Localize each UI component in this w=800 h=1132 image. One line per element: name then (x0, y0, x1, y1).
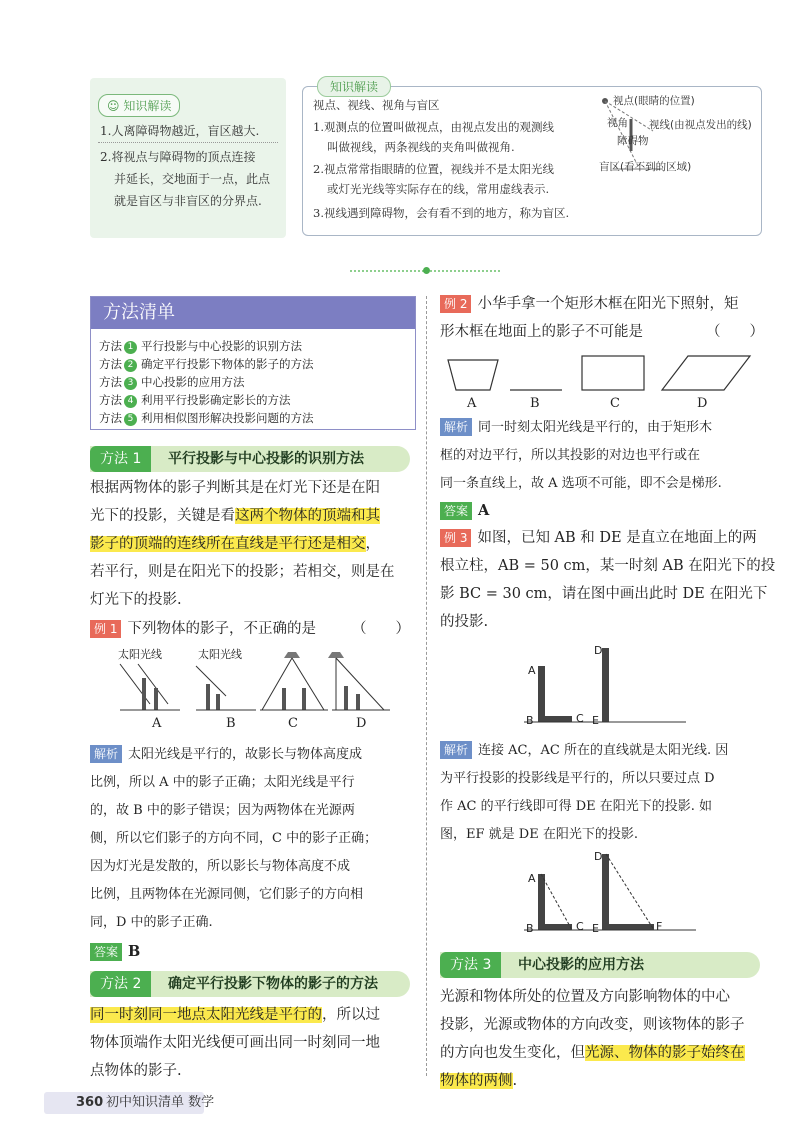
pillar-de (602, 854, 609, 930)
option-label: D (356, 716, 367, 731)
highlight-text: 这两个物体的顶端和其 (235, 508, 380, 524)
example3-line: 根立柱，AB = 50 cm，某一时刻 AB 在阳光下的投 (440, 558, 776, 574)
sun-ray (196, 666, 226, 696)
answer-badge: 答案 (440, 502, 472, 520)
highlight-text: 光源、物体的影子始终在 (585, 1045, 745, 1061)
lamp-icon (284, 652, 300, 658)
knowledge-title: 视点、视线、视角与盲区 (313, 98, 440, 112)
analysis-line: 解析 连接 AC，AC 所在的直线就是太阳光线. 因 (440, 738, 728, 764)
analysis-line: 比例，且两物体在光源同侧，它们影子的方向相 (90, 887, 364, 902)
pillar-ab (538, 666, 545, 722)
method-tag: 方法 3 (440, 952, 501, 978)
shadow-bc (538, 924, 572, 930)
example1-question: 例 1 下列物体的影子，不正确的是 (90, 616, 316, 643)
point-label: C (576, 712, 584, 725)
post (356, 694, 360, 710)
analysis-line: 作 AC 的平行线即可得 DE 在阳光下的投影. 如 (440, 799, 713, 814)
option-label: D (697, 396, 708, 411)
analysis-line: 解析 同一时刻太阳光线是平行的，由于矩形木 (440, 415, 712, 441)
methods-list-item: 方法 1 平行投影与中心投影的识别方法 (99, 339, 302, 353)
obstacle-label: 障碍物 (617, 135, 649, 147)
body-text: 点物体的影子. (90, 1063, 182, 1079)
shadow-ef (602, 924, 654, 930)
example-badge: 例 3 (440, 529, 471, 547)
body-text: 若平行，则是在阳光下的投影；若相交，则是在 (90, 564, 395, 580)
parallelogram-shape (662, 356, 750, 390)
method-title: 平行投影与中心投影的识别方法 (168, 451, 364, 467)
point-label: F (656, 920, 663, 933)
analysis-line: 同，D 中的影子正确. (90, 915, 213, 930)
column-divider (426, 296, 427, 1076)
analysis-badge: 解析 (440, 418, 472, 436)
knowledge-line: 3.视线遇到障碍物，会有看不到的地方，称为盲区. (313, 206, 570, 220)
post (154, 688, 158, 710)
example3-figure-1 (520, 640, 690, 730)
analysis-line: 图，EF 就是 DE 在阳光下的投影. (440, 827, 638, 842)
answer-paren: （ ） (352, 621, 410, 637)
pillar-de (602, 648, 609, 722)
example-badge: 例 2 (440, 295, 471, 313)
knowledge-line: 并延长，交地面于一点，此点 (114, 172, 271, 186)
analysis-line: 侧，所以它们影子的方向不同，C 中的影子正确； (90, 831, 378, 846)
methods-list-item: 方法 3 中心投影的应用方法 (99, 375, 245, 389)
point-label: D (594, 644, 603, 657)
post (206, 684, 210, 710)
example-badge: 例 1 (90, 620, 121, 638)
body-text: 物体顶端作太阳光线便可画出同一时刻同一地 (90, 1035, 380, 1051)
knowledge-line: 就是盲区与非盲区的分界点. (114, 194, 262, 208)
number-badge: 1 (124, 341, 137, 354)
option-b-figure (196, 666, 256, 710)
sun-label: 太阳光线 (118, 648, 162, 661)
example2-figure (444, 352, 754, 394)
option-label: A (467, 396, 477, 411)
option-label: B (226, 716, 236, 731)
methods-list-item: 方法 4 利用平行投影确定影长的方法 (99, 393, 291, 407)
number-badge: 2 (124, 359, 137, 372)
knowledge-tag: ☺ 知识解读 (98, 94, 180, 117)
example3-line: 影 BC = 30 cm，请在图中画出此时 DE 在阳光下 (440, 586, 768, 602)
rectangle-shape (582, 356, 644, 390)
trapezoid-shape (448, 360, 498, 390)
analysis-line: 同一条直线上，故 A 选项不可能，即不会是梯形. (440, 476, 722, 491)
knowledge-line: 1.观测点的位置叫做视点，由视点发出的观测线 (313, 120, 554, 134)
knowledge-line: 或灯光光线等实际存在的线，常用虚线表示. (327, 182, 550, 196)
option-label: B (530, 396, 540, 411)
body-text: 灯光下的投影. (90, 592, 182, 608)
option-label: C (288, 716, 298, 731)
example3-line: 的投影. (440, 614, 489, 630)
example3-figure-2 (520, 846, 700, 938)
body-text: 根据两物体的影子判断其是在灯光下还是在阳 (90, 480, 380, 496)
answer-paren: （ ） (706, 324, 764, 340)
viewpoint-label: 视点(眼睛的位置) (613, 95, 695, 107)
body-text: 同一时刻同一地点太阳光线是平行的，所以过 (90, 1007, 380, 1023)
method2-header (90, 971, 410, 997)
sightline-label: 视线(由视点发出的线) (649, 119, 752, 131)
knowledge-box-left (90, 78, 286, 238)
knowledge-line: 2.将视点与障碍物的顶点连接 (100, 150, 256, 164)
option-d-figure (328, 652, 390, 710)
blindzone-label: 盲区(看不到的区域) (599, 161, 692, 173)
analysis-badge: 解析 (440, 741, 472, 759)
point-label: A (528, 664, 536, 677)
example2-line: 例 2 小华手拿一个矩形木框在阳光下照射，矩 (440, 291, 738, 318)
knowledge-line: 1.人离障碍物越近，盲区越大. (100, 124, 260, 138)
page-footer (44, 1092, 215, 1114)
body-text: 物体的两侧. (440, 1073, 518, 1089)
shadow-bc (538, 716, 572, 722)
method3-header (440, 952, 760, 978)
point-label: B (526, 714, 534, 727)
body-text: 的方向也发生变化，但光源、物体的影子始终在 (440, 1045, 745, 1061)
analysis-line: 比例，所以 A 中的影子正确；太阳光线是平行 (90, 775, 355, 790)
pillar-ab (538, 874, 545, 930)
number-badge: 5 (124, 413, 137, 426)
methods-list-item: 方法 5 利用相似图形解决投影问题的方法 (99, 411, 314, 425)
highlight-text: 同一时刻同一地点太阳光线是平行的 (90, 1007, 322, 1023)
sun-ray-ac (541, 874, 572, 930)
example2-line: 形木框在地面上的影子不可能是 (440, 324, 643, 340)
knowledge-line: 2.视点常常指眼睛的位置，视线并不是太阳光线 (313, 162, 554, 176)
method-tag: 方法 2 (90, 971, 151, 997)
knowledge-box-right (302, 80, 762, 236)
methods-list (90, 296, 416, 430)
analysis-line: 解析 太阳光线是平行的，故影长与物体高度成 (90, 742, 362, 768)
divider-dot (423, 267, 430, 274)
point-label: A (528, 872, 536, 885)
methods-list-title: 方法清单 (91, 297, 415, 329)
option-a-figure (120, 664, 180, 710)
highlight-text: 物体的两侧 (440, 1073, 513, 1089)
body-text: 光下的投影，关键是看这两个物体的顶端和其 (90, 508, 380, 524)
post (282, 688, 286, 710)
body-text: 投影，光源或物体的方向改变，则该物体的影子 (440, 1017, 745, 1033)
knowledge-line: 叫做视线，两条视线的夹角叫做视角. (327, 140, 515, 154)
option-label: A (152, 716, 162, 731)
page-number: 360 (76, 1095, 104, 1110)
number-badge: 4 (124, 395, 137, 408)
analysis-line: 因为灯光是发散的，所以影长与物体高度不成 (90, 859, 351, 874)
post (142, 678, 146, 710)
methods-list-item: 方法 2 确定平行投影下物体的影子的方法 (99, 357, 314, 371)
post (344, 686, 348, 710)
answer-line: 答案 B (90, 938, 140, 966)
analysis-line: 的，故 B 中的影子错误；因为两物体在光源两 (90, 803, 355, 818)
point-label: B (526, 922, 534, 935)
answer-line: 答案 A (440, 497, 489, 525)
method1-header (90, 446, 410, 472)
sun-label: 太阳光线 (198, 648, 242, 661)
example3-line: 例 3 如图，已知 AB 和 DE 是直立在地面上的两 (440, 525, 757, 552)
highlight-text: 影子的顶端的连线所在直线是平行还是相交 (90, 536, 366, 552)
answer-badge: 答案 (90, 943, 122, 961)
body-text: 影子的顶端的连线所在直线是平行还是相交， (90, 536, 380, 552)
option-label: C (610, 396, 620, 411)
lamp-icon (328, 652, 344, 658)
method-title: 确定平行投影下物体的影子的方法 (168, 976, 378, 992)
analysis-badge: 解析 (90, 745, 122, 763)
light-ray (262, 658, 292, 710)
point-label: D (594, 850, 603, 863)
option-c-figure (260, 652, 328, 710)
point-label: E (592, 714, 599, 727)
sun-ray-df (606, 854, 654, 930)
point-label: C (576, 920, 584, 933)
angle-label: 视角 (607, 117, 628, 129)
analysis-line: 框的对边平行，所以其投影的对边也平行或在 (440, 448, 701, 463)
knowledge-tag: 知识解读 (317, 76, 391, 97)
analysis-line: 为平行投影的投影线是平行的，所以只要过点 D (440, 771, 715, 786)
method-title: 中心投影的应用方法 (518, 957, 644, 973)
post (302, 688, 306, 710)
book-title: 初中知识清单 数学 (106, 1095, 215, 1110)
method-tag: 方法 1 (90, 446, 151, 472)
point-label: E (592, 922, 599, 935)
divider-line (98, 142, 278, 143)
post (216, 694, 220, 710)
body-text: 光源和物体所处的位置及方向影响物体的中心 (440, 989, 730, 1005)
light-ray (292, 658, 324, 710)
number-badge: 3 (124, 377, 137, 390)
bulb-icon: ☺ (107, 99, 120, 113)
